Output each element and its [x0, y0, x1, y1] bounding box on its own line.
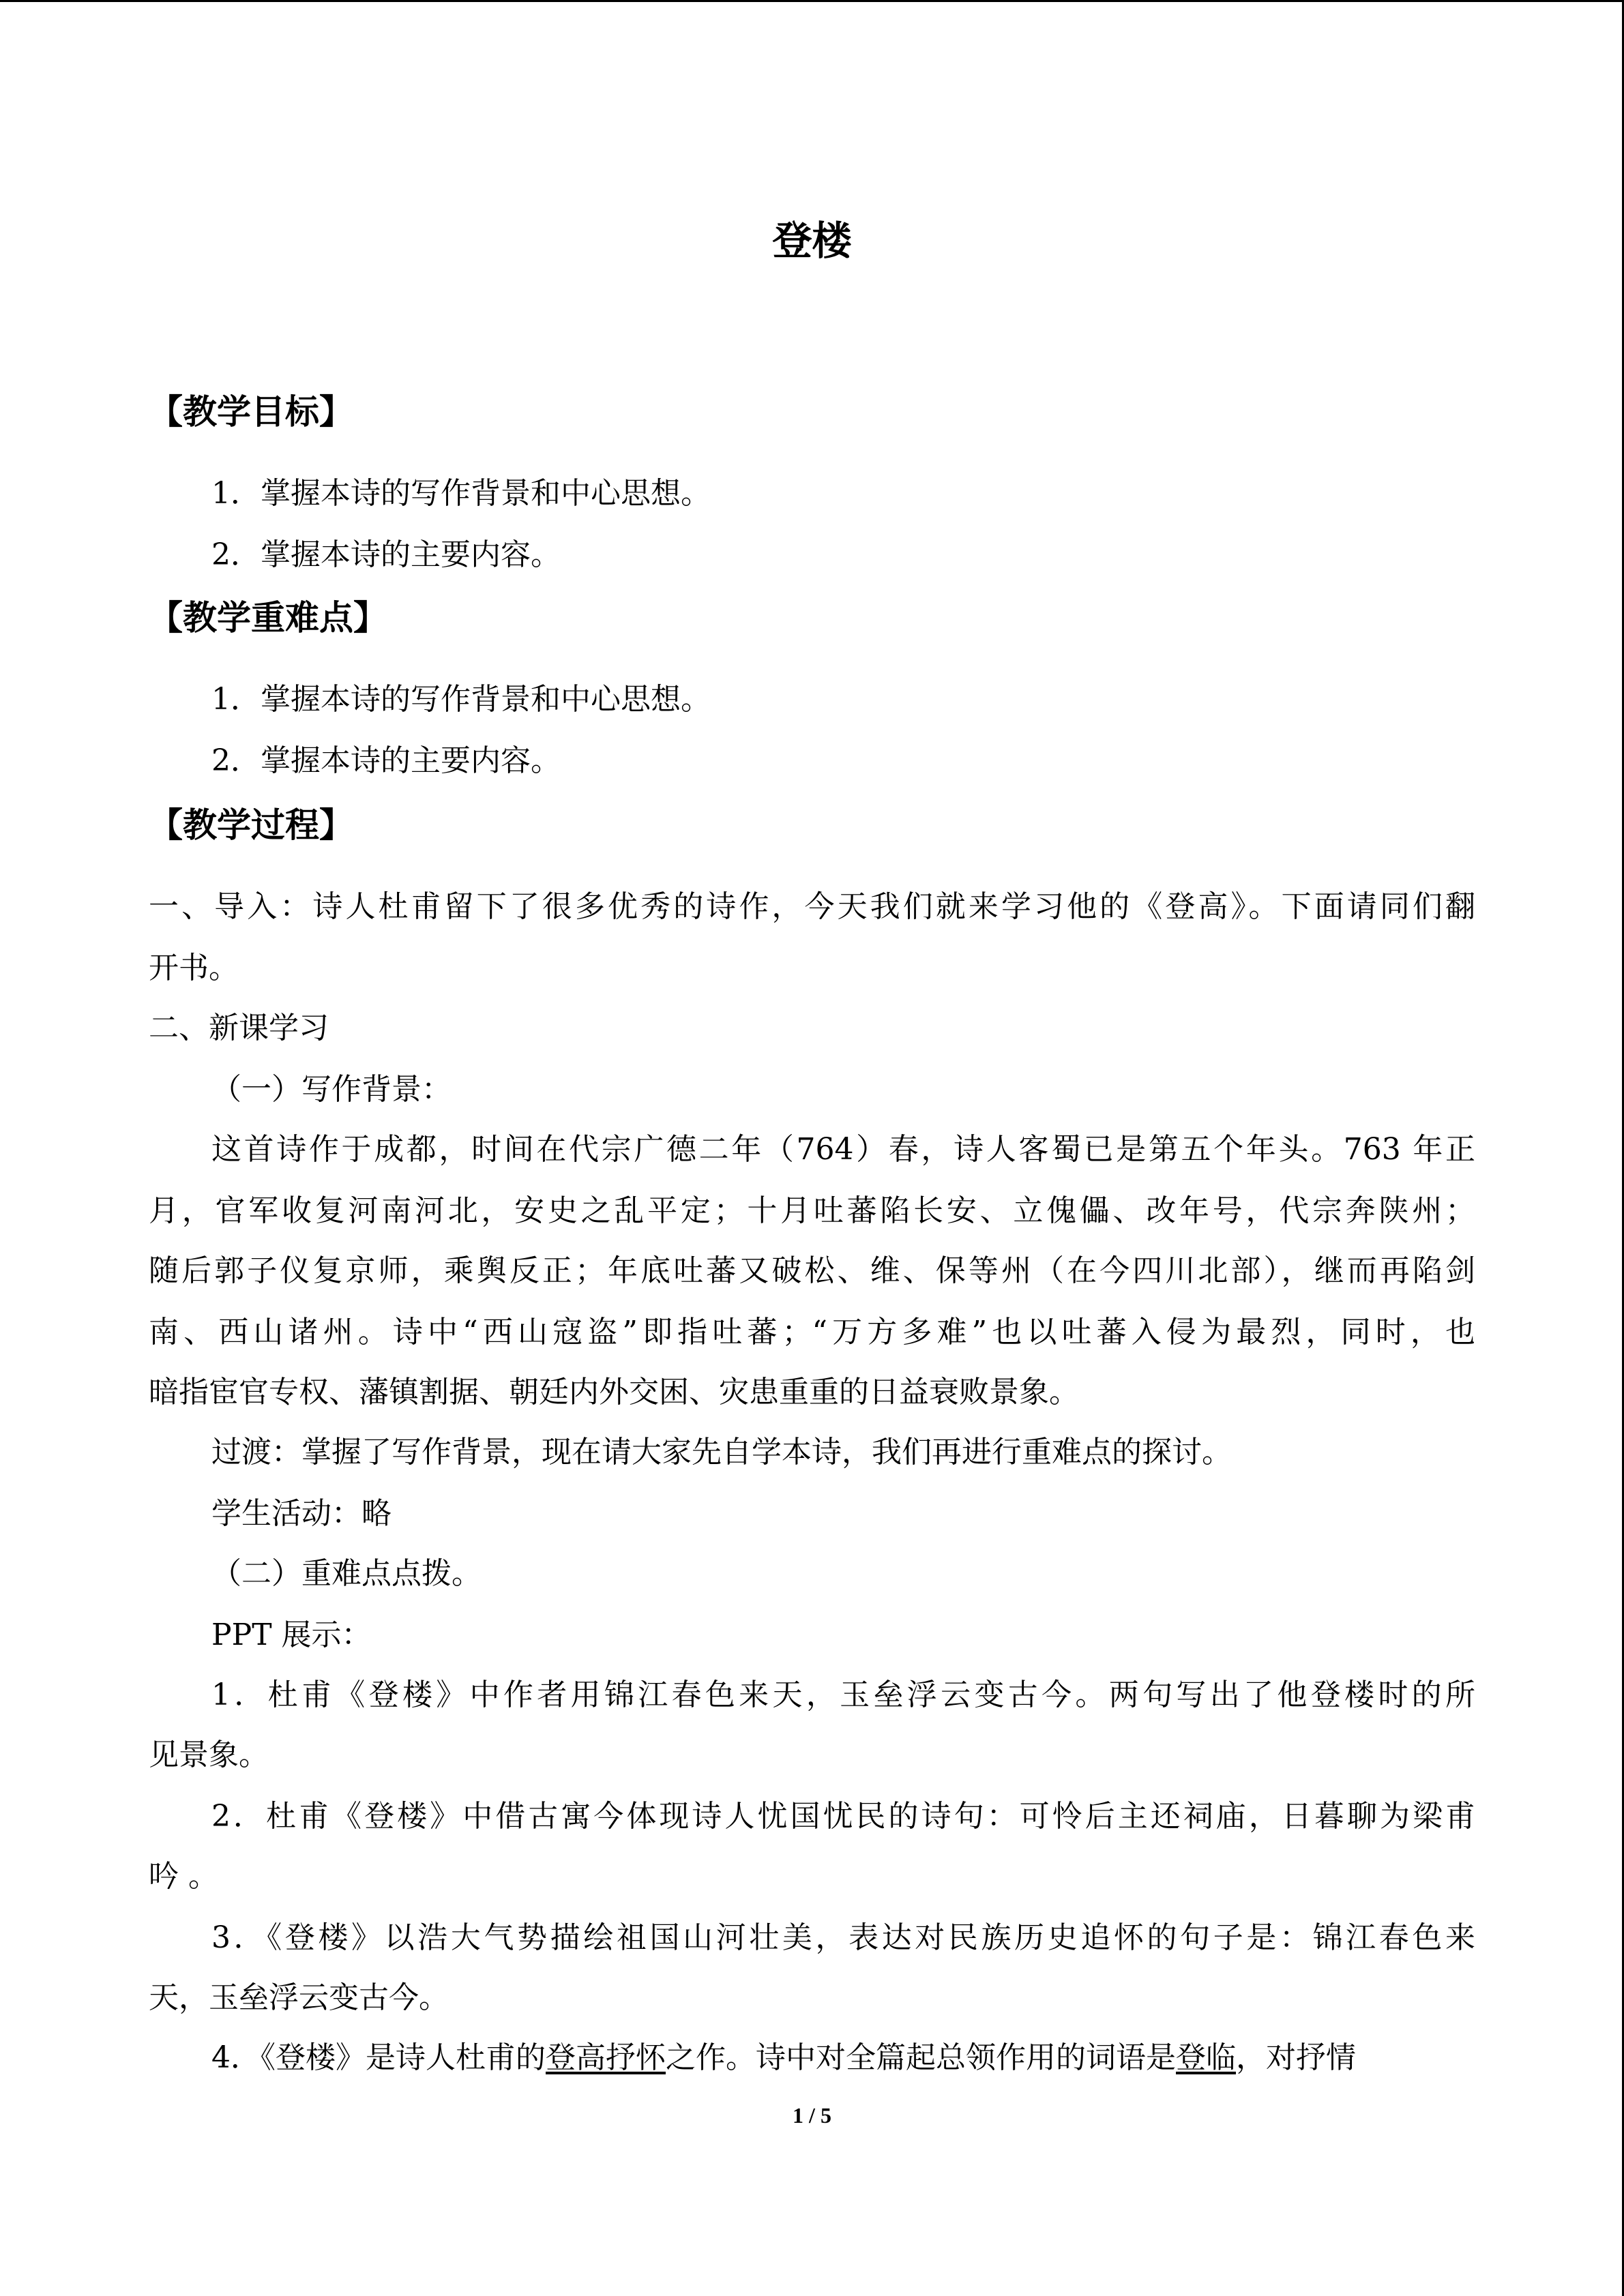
new-lesson-heading: 二、新课学习 — [149, 1011, 329, 1045]
question-1-line-2: 见景象。 — [149, 1738, 269, 1772]
background-line-2: 月，官军收复河南河北，安史之乱平定；十月吐蕃陷长安、立傀儡、改年号，代宗奔陕州； — [149, 1193, 1475, 1228]
background-line-4: 南、西山诸州。诗中“西山寇盗”即指吐蕃；“万方多难”也以吐蕃入侵为最烈，同时，也 — [149, 1315, 1475, 1350]
subsection-background: （一）写作背景： — [211, 1072, 452, 1107]
answer-underlined-2: 登临 — [1176, 2040, 1236, 2075]
question-4-line-1 — [149, 2039, 1475, 2077]
key-point-item-1: 1．掌握本诗的写作背景和中心思想。 — [211, 682, 711, 717]
page-indicator: 1 / 5 — [793, 2103, 831, 2128]
question-3-line-2: 天，玉垒浮云变古今。 — [149, 1980, 449, 2015]
objective-item-2: 2．掌握本诗的主要内容。 — [211, 537, 561, 572]
intro-line-2: 开书。 — [149, 951, 239, 985]
objective-item-1: 1．掌握本诗的写作背景和中心思想。 — [211, 476, 711, 511]
background-line-3: 随后郭子仪复京师，乘舆反正；年底吐蕃又破松、维、保等州（在今四川北部），继而再陷剑 — [149, 1253, 1475, 1288]
heading-key-points: 【教学重难点】 — [149, 598, 387, 638]
transition-text: 过渡：掌握了写作背景，现在请大家先自学本诗，我们再进行重难点的探讨。 — [211, 1435, 1232, 1470]
question-4-prefix: 4．《登楼》是诗人杜甫的 — [211, 2040, 546, 2075]
question-4-suffix: ，对抒情 — [1236, 2040, 1356, 2075]
page-border-top — [0, 0, 1624, 2]
ppt-label: PPT 展示： — [211, 1617, 372, 1652]
question-3-line-1: 3．《登楼》以浩大气势描绘祖国山河壮美，表达对民族历史追怀的句子是：锦江春色来 — [211, 1920, 1475, 1955]
heading-process: 【教学过程】 — [149, 805, 353, 845]
question-2-line-1: 2．杜甫《登楼》中借古寓今体现诗人忧国忧民的诗句：可怜后主还祠庙，日暮聊为梁甫 — [211, 1799, 1475, 1834]
question-2-line-2: 吟 。 — [149, 1859, 218, 1894]
heading-objectives: 【教学目标】 — [149, 392, 353, 432]
document-title: 登楼 — [772, 218, 852, 264]
subsection-key-points: （二）重难点点拨。 — [211, 1556, 482, 1591]
key-point-item-2: 2．掌握本诗的主要内容。 — [211, 743, 561, 778]
background-line-5: 暗指宦官专权、藩镇割据、朝廷内外交困、灾患重重的日益衰败景象。 — [149, 1375, 1079, 1410]
intro-line-1: 一、导入：诗人杜甫留下了很多优秀的诗作，今天我们就来学习他的《登高》。下面请同们翻 — [149, 889, 1475, 924]
answer-underlined-1: 登高抒怀 — [546, 2040, 666, 2075]
question-1-line-1: 1．杜甫《登楼》中作者用锦江春色来天，玉垒浮云变古今。两句写出了他登楼时的所 — [211, 1678, 1475, 1712]
question-4-middle: 之作。诗中对全篇起总领作用的词语是 — [666, 2040, 1176, 2075]
student-activity-text: 学生活动：略 — [211, 1496, 392, 1531]
background-line-1: 这首诗作于成都，时间在代宗广德二年（764）春，诗人客蜀已是第五个年头。763 年正 — [211, 1132, 1475, 1167]
